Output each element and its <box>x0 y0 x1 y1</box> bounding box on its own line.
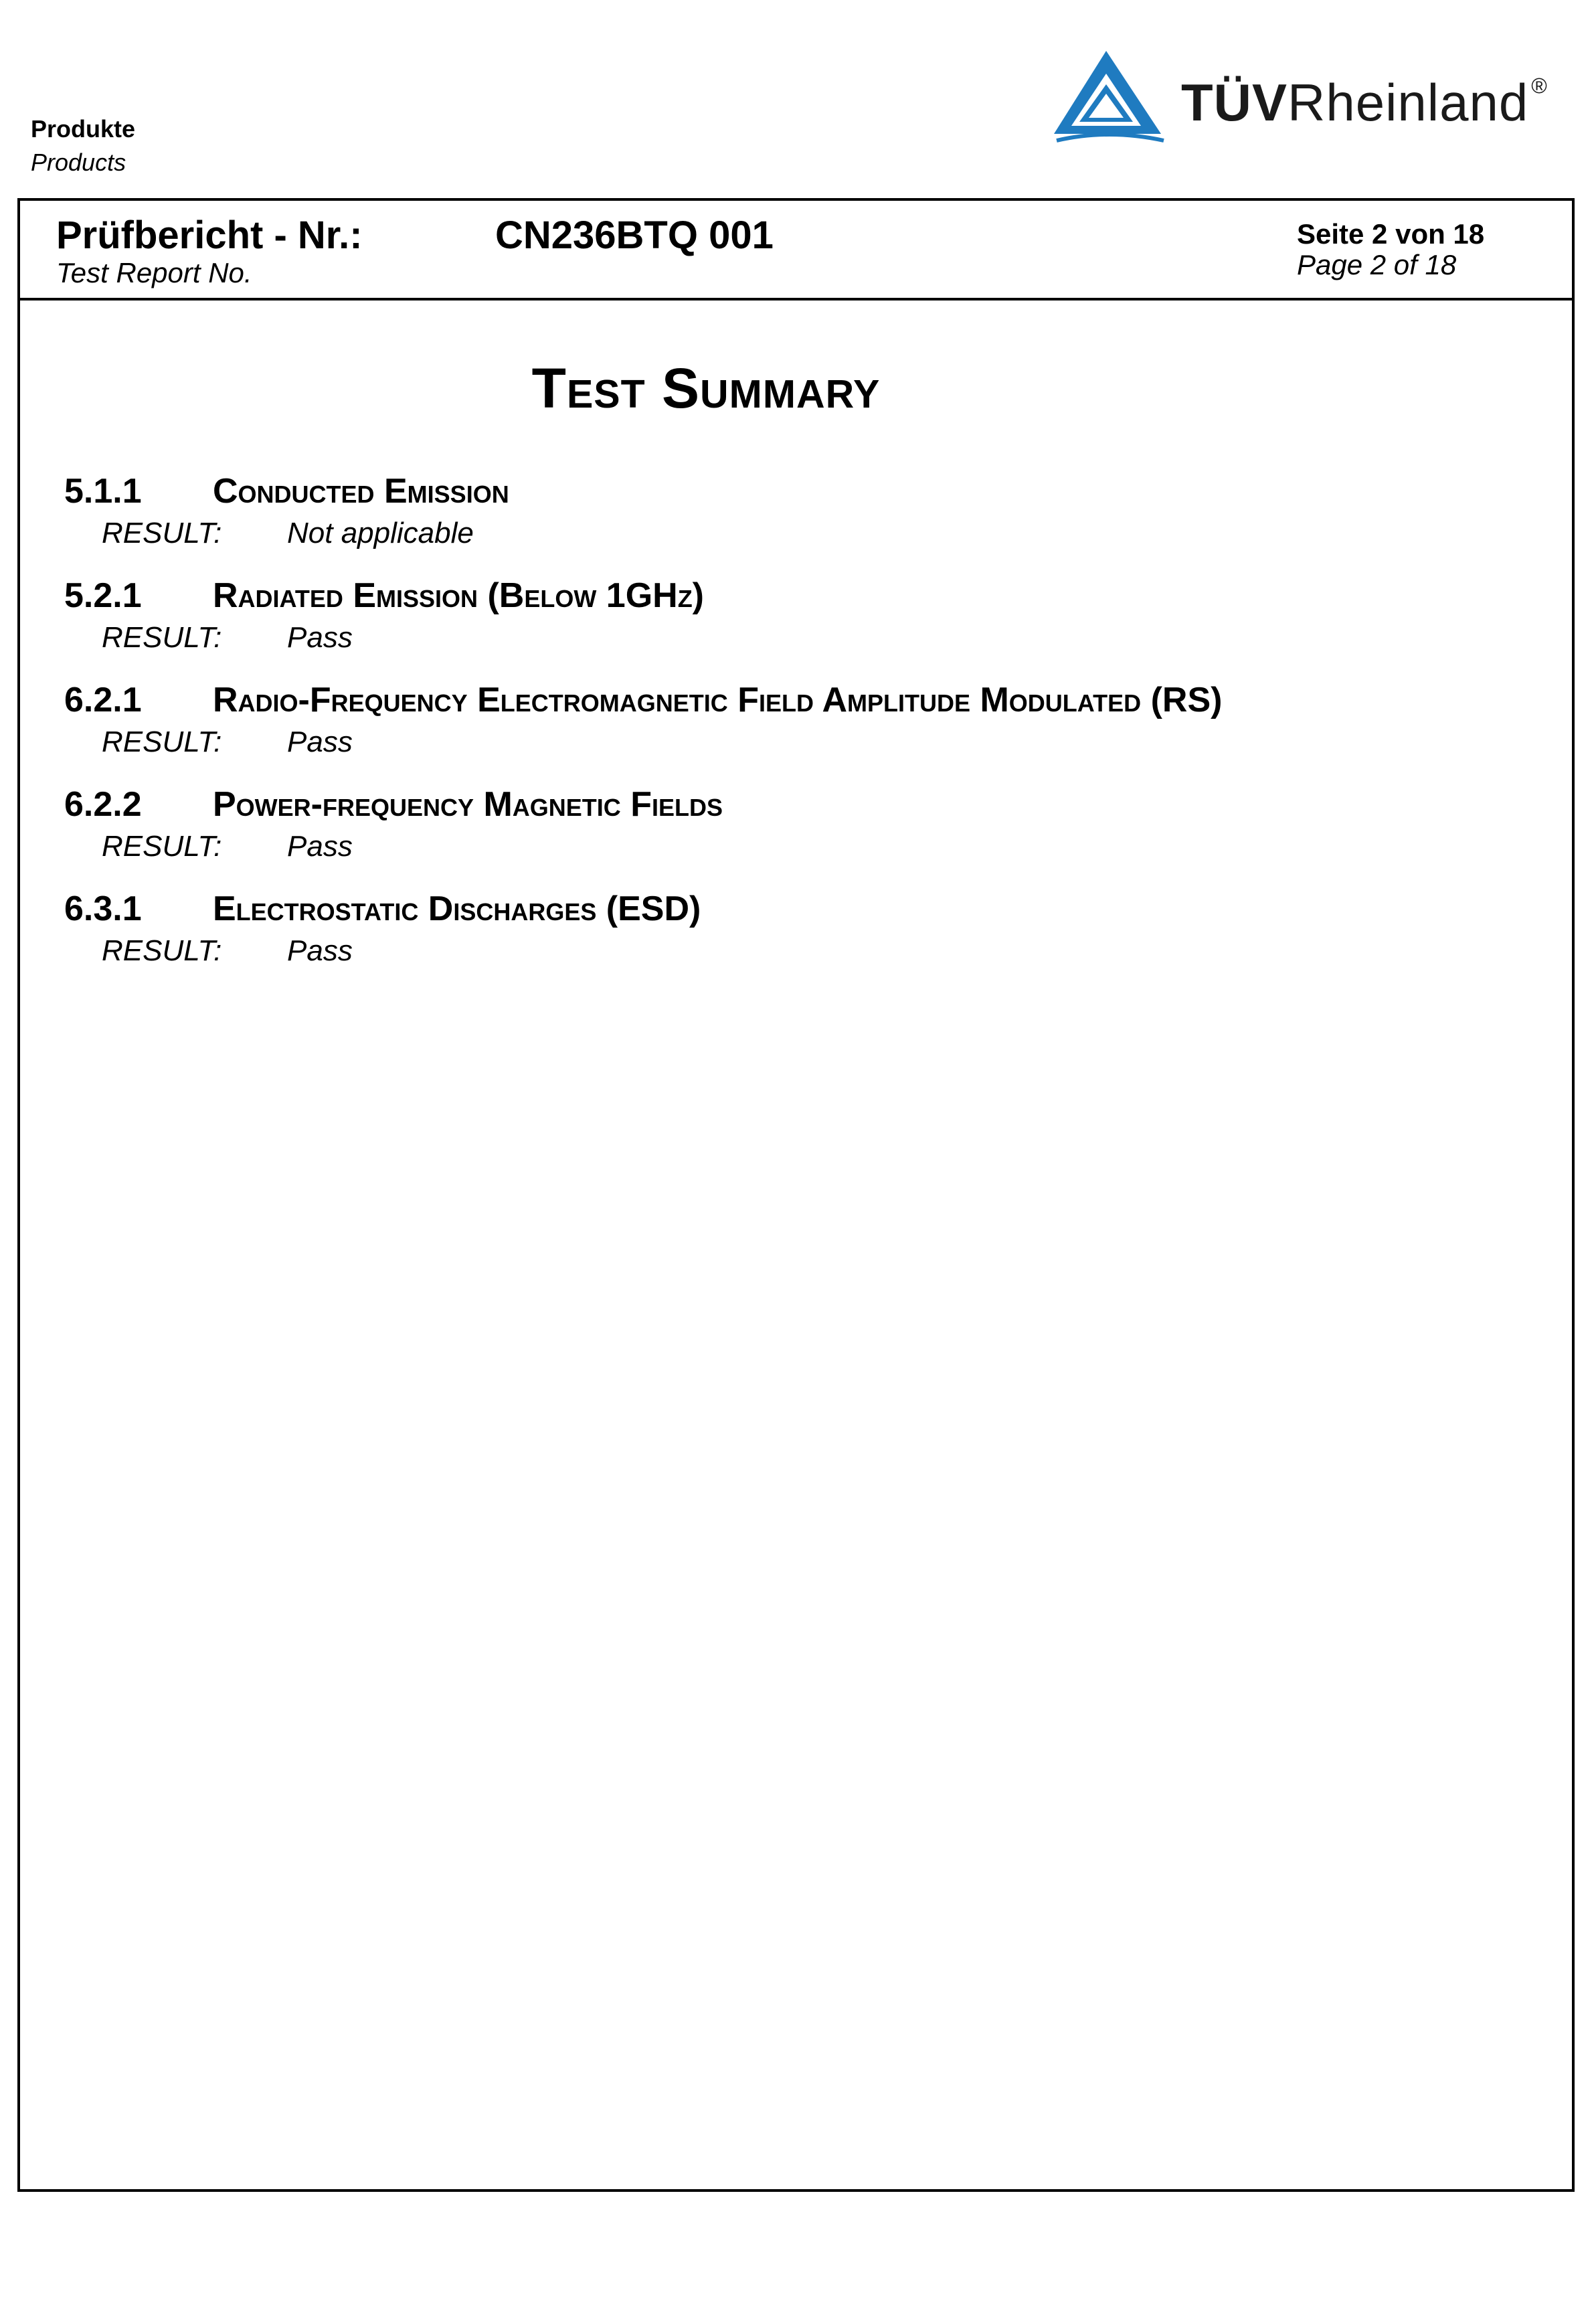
summary-item <box>64 468 1550 554</box>
section-title: Conducted Emission <box>213 472 509 511</box>
brand-wordmark <box>1181 72 1548 133</box>
section-title: Radiated Emission (Below 1GHz) <box>213 576 704 615</box>
category-label-en: Products <box>31 149 126 176</box>
result-value: Pass <box>287 725 353 758</box>
section-title: Power-frequency Magnetic Fields <box>213 785 723 824</box>
result-label: RESULT: <box>102 725 222 758</box>
result-value: Pass <box>287 621 353 654</box>
result-label: RESULT: <box>102 621 222 654</box>
result-value: Not applicable <box>287 517 474 549</box>
report-number: CN236BTQ 001 <box>495 213 774 257</box>
section-number: 5.2.1 <box>64 576 142 615</box>
header-divider <box>17 298 1575 300</box>
page-indicator-de: Seite 2 von 18 <box>1297 218 1485 250</box>
test-summary-list <box>64 468 1550 991</box>
brand-regular-text: Rheinland <box>1288 73 1529 132</box>
result-label: RESULT: <box>102 517 222 549</box>
summary-item <box>64 782 1550 867</box>
summary-item <box>64 573 1550 659</box>
section-number: 6.2.1 <box>64 681 142 719</box>
section-title: Electrostatic Discharges (ESD) <box>213 889 701 928</box>
result-value: Pass <box>287 830 353 863</box>
brand-bold-text: TÜV <box>1181 73 1288 132</box>
report-label-de: Prüfbericht - Nr.: <box>56 213 363 257</box>
registered-mark: ® <box>1531 74 1548 98</box>
section-title: Radio-Frequency Electromagnetic Field Amplitude Modulated (RS) <box>213 681 1223 719</box>
summary-item <box>64 677 1550 763</box>
result-label: RESULT: <box>102 830 222 863</box>
result-value: Pass <box>287 934 353 967</box>
section-number: 6.3.1 <box>64 889 142 928</box>
report-label-en: Test Report No. <box>56 257 252 288</box>
category-label-de: Produkte <box>31 115 136 143</box>
page-indicator-en: Page 2 of 18 <box>1297 249 1457 280</box>
section-number: 6.2.2 <box>64 785 142 824</box>
summary-item <box>64 886 1550 972</box>
page-title: Test Summary <box>531 357 881 420</box>
section-number: 5.1.1 <box>64 472 142 511</box>
tuv-rheinland-logo <box>1054 46 1576 146</box>
tuv-triangle-icon <box>1054 46 1168 146</box>
result-label: RESULT: <box>102 934 222 967</box>
